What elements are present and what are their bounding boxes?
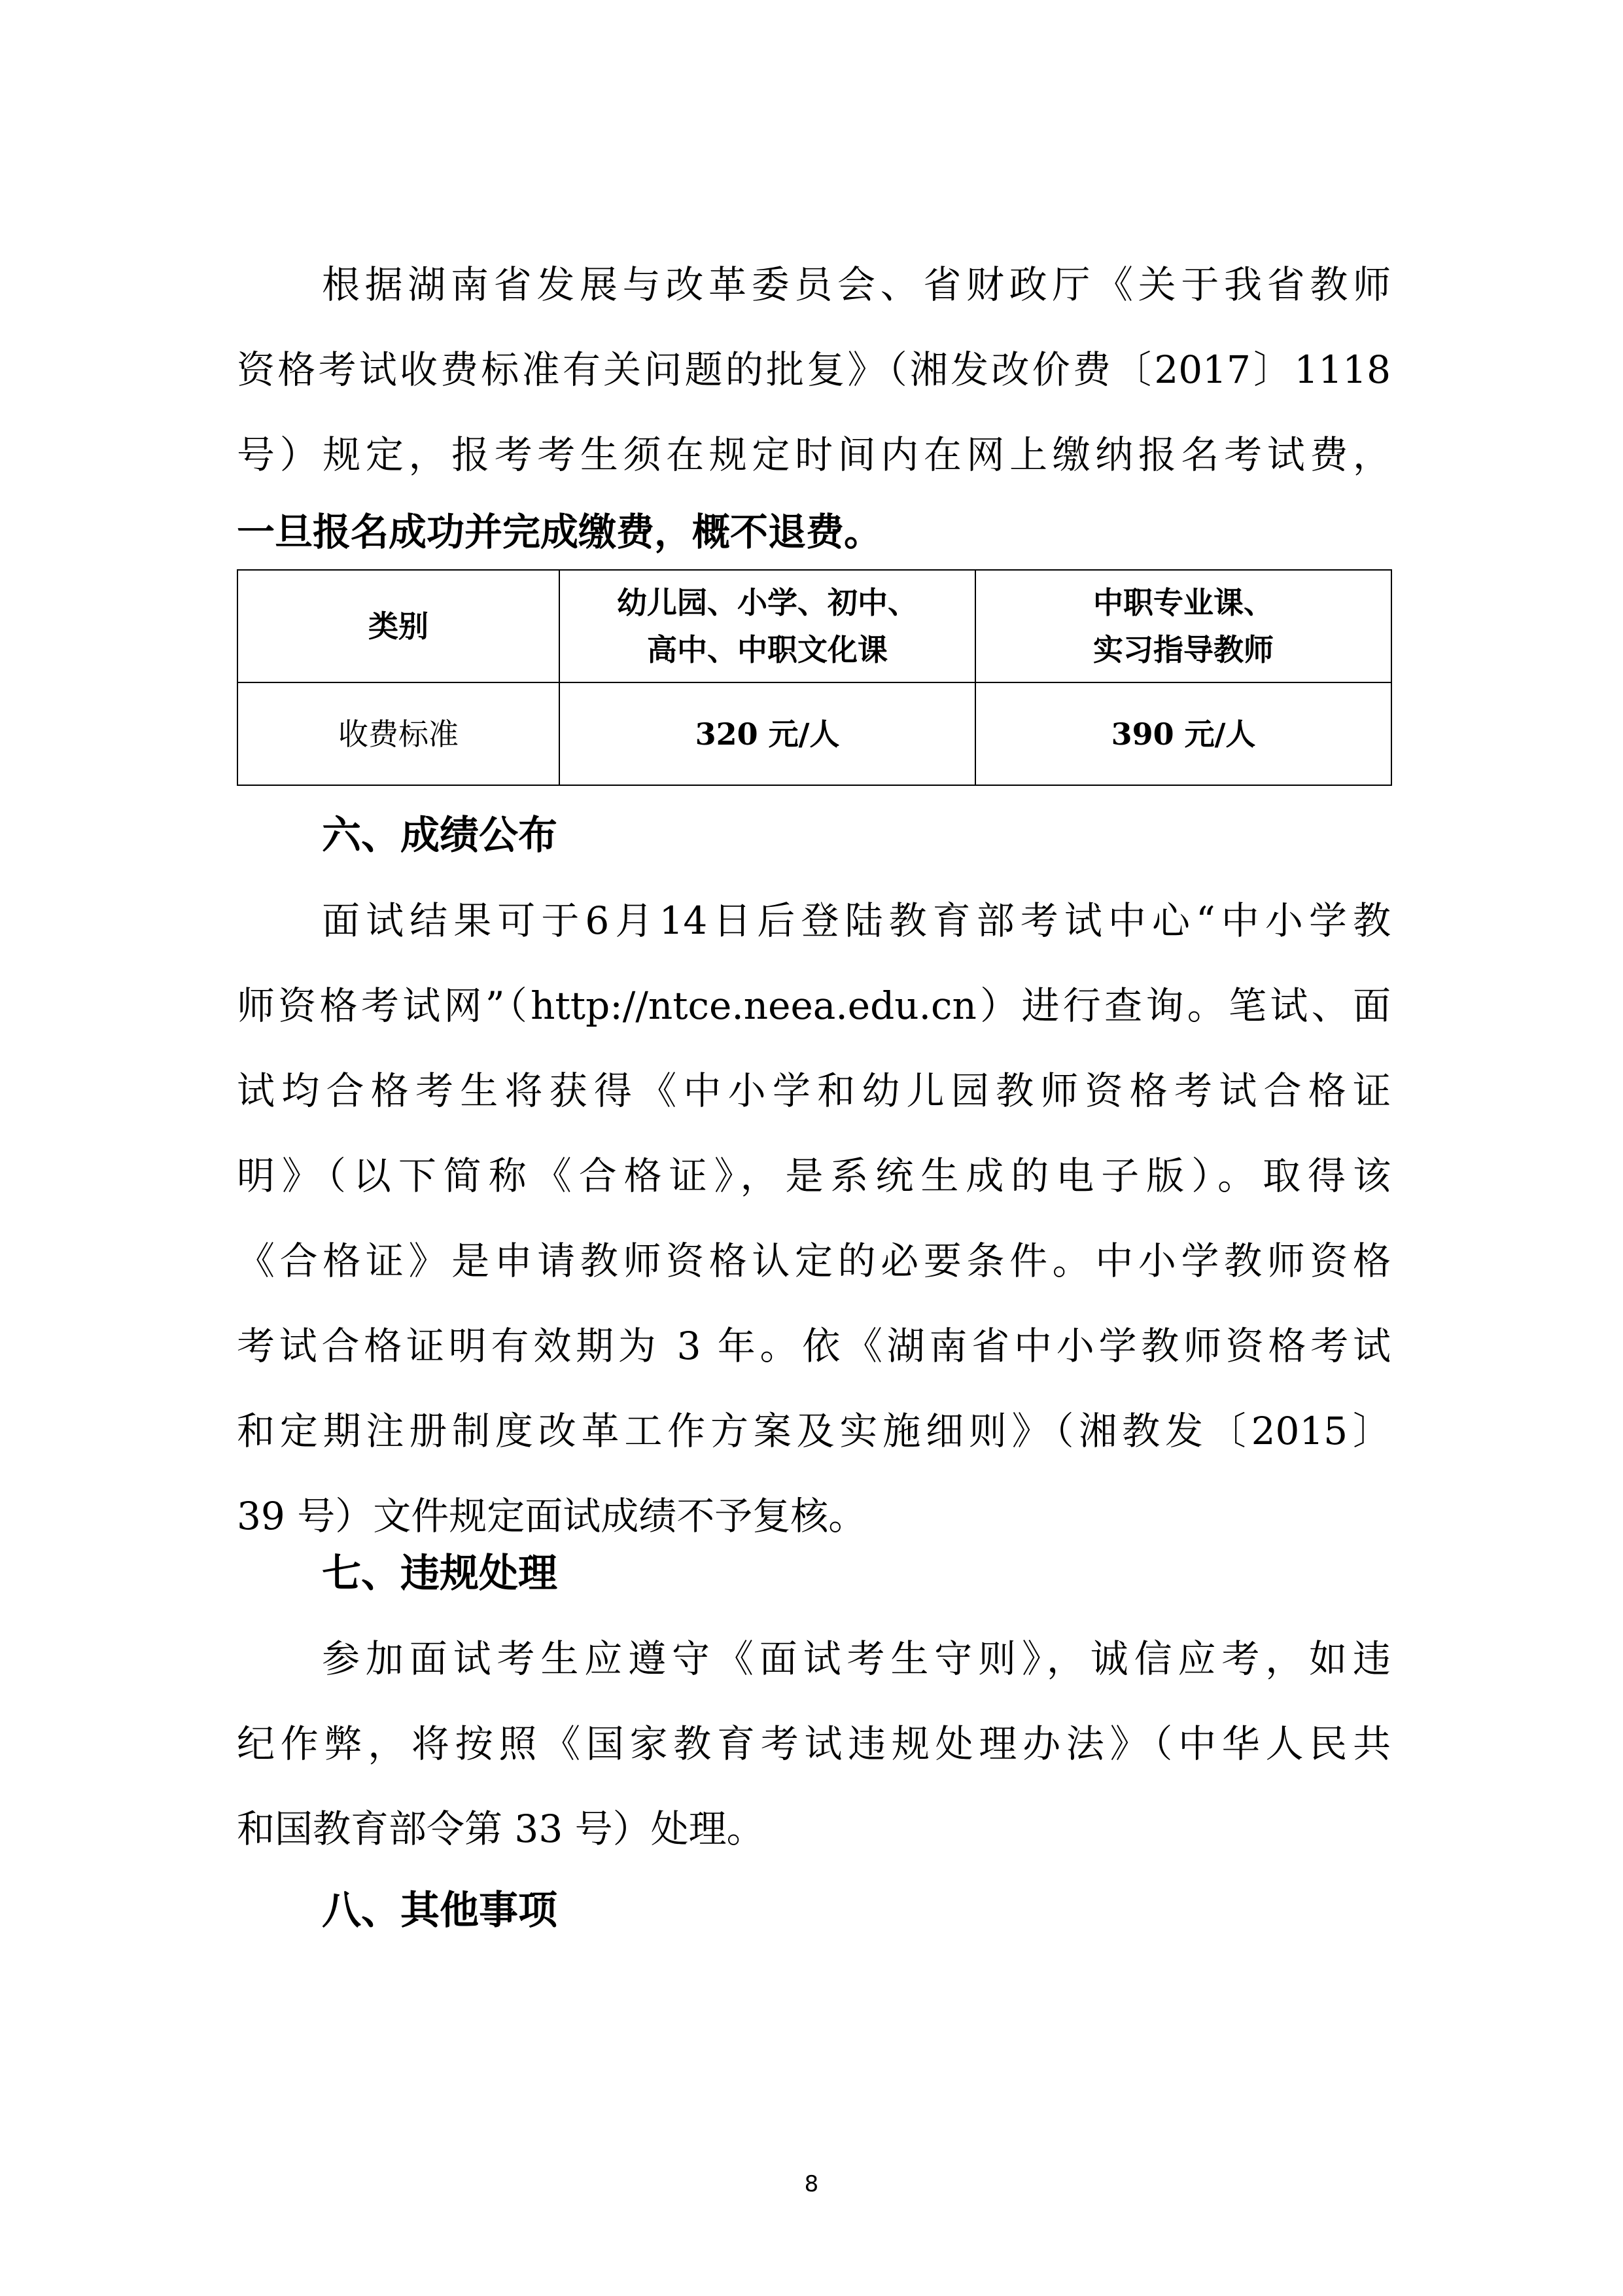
section-6-line-4: 明》（以下简称《合格证》，是系统生成的电子版）。取得该: [237, 1154, 1391, 1198]
fee-paragraph-line-2: 资格考试收费标准有关问题的批复》（湘发改价费〔2017〕1118: [237, 347, 1391, 392]
fee-paragraph-line-3: 号）规定，报考考生须在规定时间内在网上缴纳报名考试费，: [237, 433, 1391, 477]
section-6-line-1: 面试结果可于6月14日后登陆教育部考试中心“中小学教: [322, 898, 1391, 943]
fee-table-row: [237, 682, 1391, 785]
fee-table-header-general: [559, 570, 975, 682]
fee-table-header-row: [237, 570, 1391, 682]
fee-table: [237, 569, 1392, 786]
section-6-line-8: 39 号）文件规定面试成绩不予复核。: [237, 1494, 867, 1538]
section-7-line-1: 参加面试考生应遵守《面试考生守则》，诚信应考，如违: [322, 1636, 1391, 1681]
section-6-line-5: 《合格证》是申请教师资格认定的必要条件。中小学教师资格: [237, 1239, 1391, 1283]
section-7-heading: 七、违规处理: [322, 1551, 557, 1597]
fee-table-row-label: 收费标准: [237, 682, 559, 785]
fee-general: 320 元/人: [559, 682, 975, 785]
section-6-heading: 六、成绩公布: [322, 813, 557, 858]
section-6-line-2: 师资格考试网”（http://ntce.neea.edu.cn）进行查询。笔试、面: [237, 983, 1391, 1028]
fee-table-header-category: 类别: [237, 570, 559, 682]
fee-vocational: 390 元/人: [975, 682, 1391, 785]
section-8-heading: 八、其他事项: [322, 1888, 557, 1934]
section-7-line-3: 和国教育部令第 33 号）处理。: [237, 1807, 765, 1851]
section-6-line-7: 和定期注册制度改革工作方案及实施细则》（湘教发〔2015〕: [237, 1409, 1391, 1453]
section-6-line-6: 考试合格证明有效期为 3 年。依《湖南省中小学教师资格考试: [237, 1324, 1391, 1368]
fee-paragraph-line-1: 根据湖南省发展与改革委员会、省财政厅《关于我省教师: [322, 262, 1391, 307]
section-7-line-2: 纪作弊，将按照《国家教育考试违规处理办法》（中华人民共: [237, 1722, 1391, 1766]
page-number: 8: [804, 2171, 819, 2197]
section-6-line-3: 试均合格考生将获得《中小学和幼儿园教师资格考试合格证: [237, 1069, 1391, 1113]
fee-table-header-vocational-text: 中职专业课、 实习指导教师: [1093, 585, 1274, 667]
no-refund-notice: 一旦报名成功并完成缴费，概不退费。: [237, 510, 882, 554]
fee-table-header-vocational: [975, 570, 1391, 682]
fee-table-header-general-text: 幼儿园、小学、初中、 高中、中职文化课: [617, 585, 918, 667]
